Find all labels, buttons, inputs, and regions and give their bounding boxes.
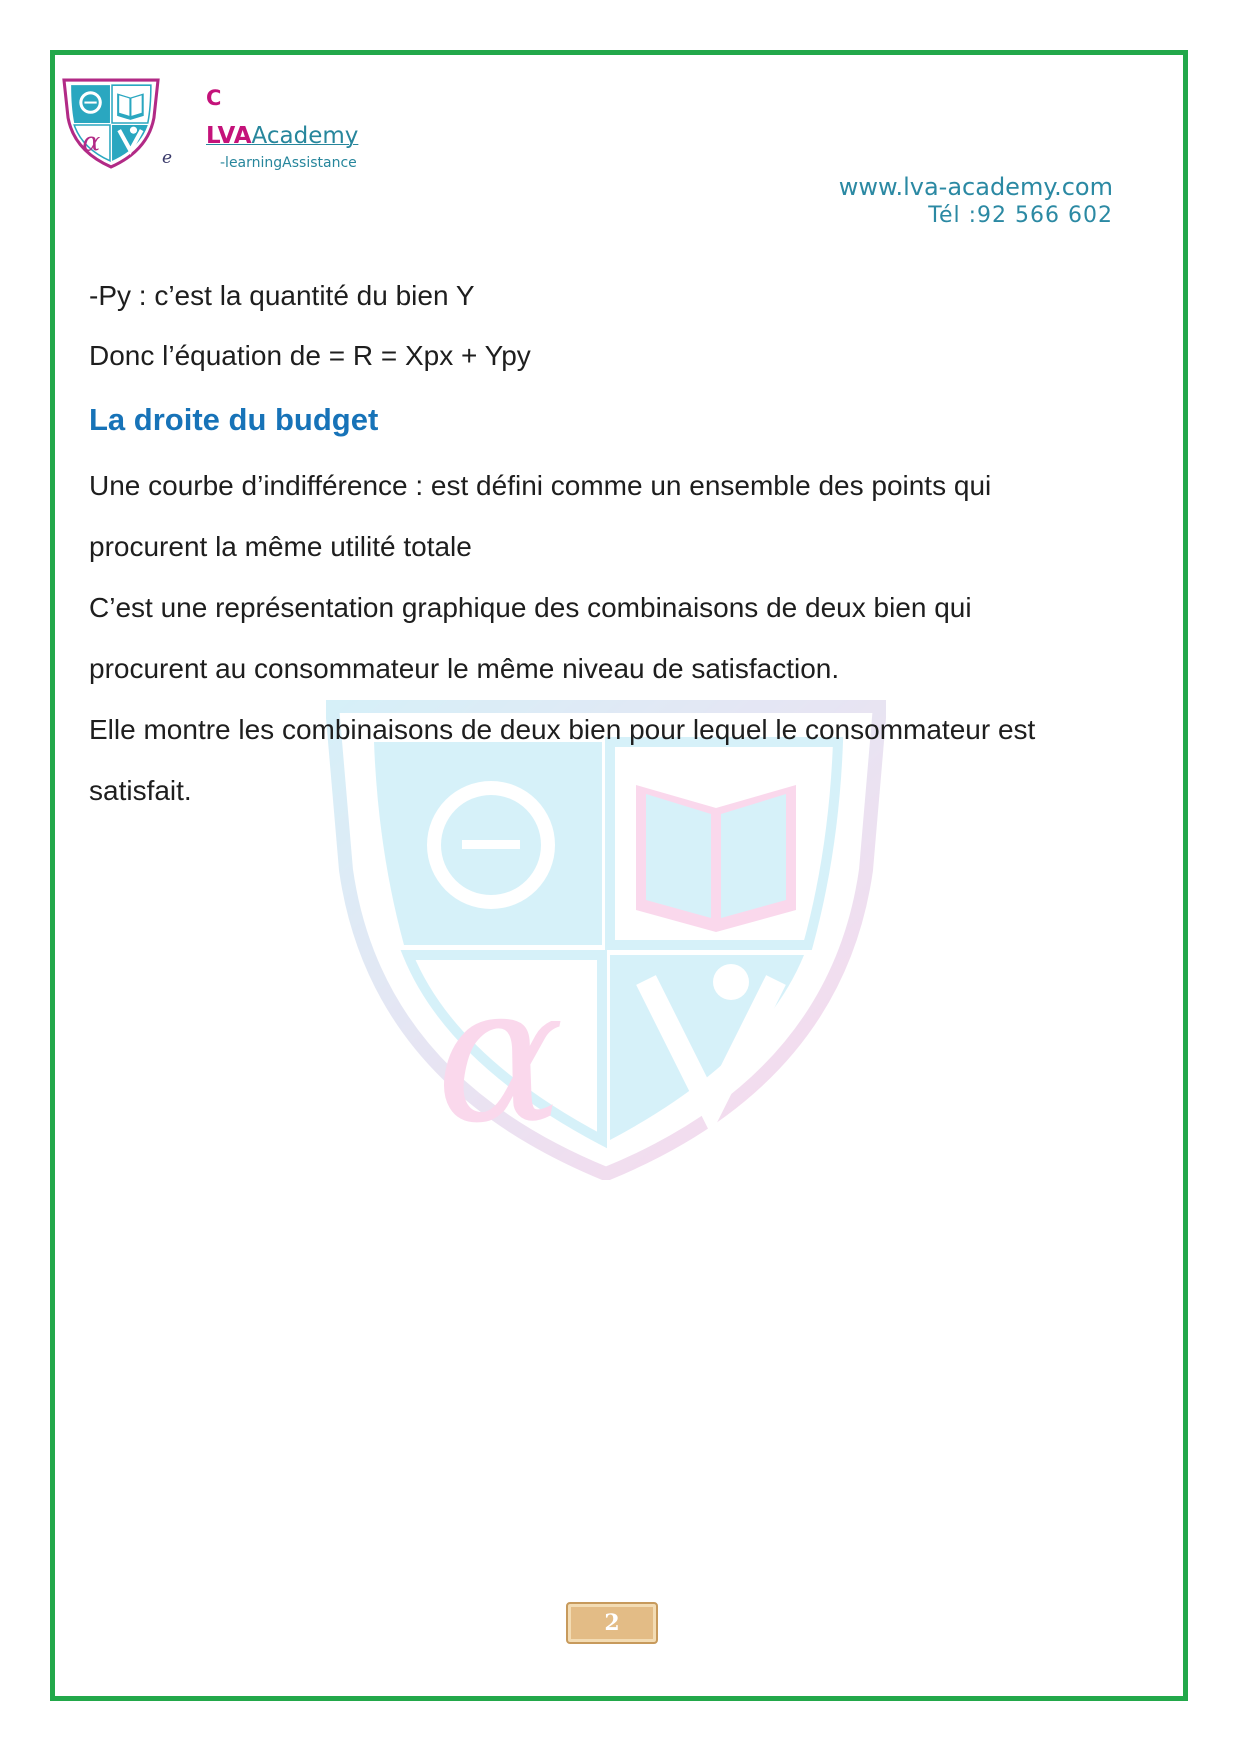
svg-text:α: α <box>82 126 101 158</box>
phone-number: Tél :92 566 602 <box>928 203 1113 228</box>
text-line: satisfait. <box>89 775 192 806</box>
brand-lva: LVA <box>206 123 252 149</box>
brand-name <box>206 123 358 149</box>
text-line: Elle montre les combinaisons de deux bien pour lequel le consommateur est <box>89 714 1036 745</box>
text-line: C’est une représentation graphique des combinaisons de deux bien qui <box>89 592 972 623</box>
website-link[interactable]: www.lva-academy.com <box>838 173 1113 201</box>
brand-tagline: -learningAssistance <box>220 155 357 171</box>
text-line: -Py : c’est la quantité du bien Y <box>89 280 475 311</box>
lva-logo-icon <box>58 77 164 169</box>
text-line: Une courbe d’indifférence : est défini comme un ensemble des points qui <box>89 470 992 501</box>
page-number: 2 <box>566 1602 658 1644</box>
section-heading: La droite du budget <box>89 402 379 437</box>
svg-text:α: α <box>436 944 565 1165</box>
brand-letter: C <box>206 86 222 110</box>
logo-e-letter: e <box>162 148 173 168</box>
watermark-shield-icon <box>326 700 886 1180</box>
text-line: Donc l’équation de = R = Xpx + Ypy <box>89 340 531 371</box>
text-line: procurent la même utilité totale <box>89 531 472 562</box>
brand-academy: Academy <box>251 123 359 149</box>
text-line: procurent au consommateur le même niveau de satisfaction. <box>89 653 840 684</box>
